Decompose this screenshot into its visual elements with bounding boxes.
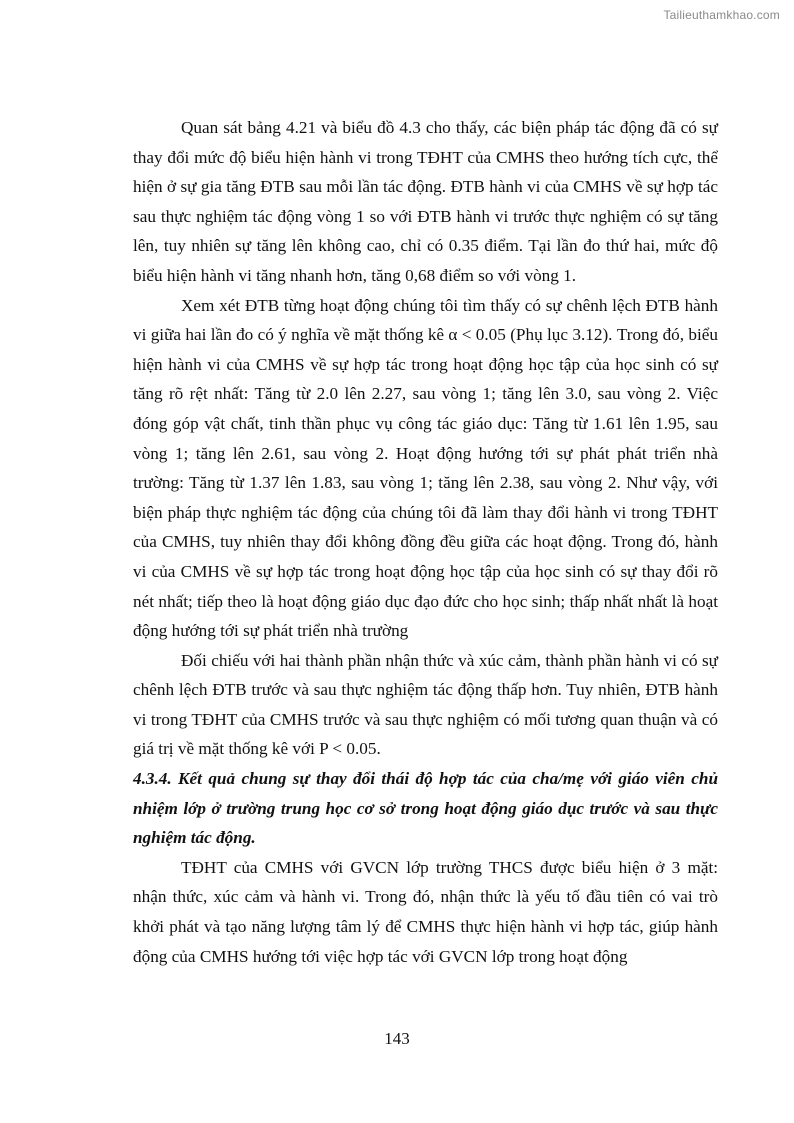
watermark: Tailieuthamkhao.com bbox=[663, 8, 780, 22]
section-heading-4-3-4: 4.3.4. Kết quả chung sự thay đổi thái độ hợp tác của cha/mẹ với giáo viên chủ nhiệm lớp ở trường trung học cơ sở trong hoạt động giáo dục trước và sau thực nghiệm tác động. bbox=[133, 769, 718, 848]
paragraph-comparison: Đối chiếu với hai thành phần nhận thức và xúc cảm, thành phần hành vi có sự chênh lệch ĐTB trước và sau thực nghiệm tác động thấp hơn. Tuy nhiên, ĐTB hành vi trong TĐHT của CMHS trước và sau thực nghiệm có mối tương quan thuận và có giá trị về mặt thống kê với P < 0.05. bbox=[133, 650, 718, 759]
paragraph-attitude-components: TĐHT của CMHS với GVCN lớp trường THCS được biểu hiện ở 3 mặt: nhận thức, xúc cảm và hành vi. Trong đó, nhận thức là yếu tố đầu tiên có vai trò khởi phát và tạo năng lượng tâm lý để CMHS thực hiện hành vi hợp tác, giúp hành động của CMHS hướng tới việc hợp tác với GVCN lớp trong hoạt động bbox=[133, 857, 718, 966]
paragraph-activity-analysis: Xem xét ĐTB từng hoạt động chúng tôi tìm thấy có sự chênh lệch ĐTB hành vi giữa hai lần đo có ý nghĩa về mặt thống kê α < 0.05 (Phụ lục 3.12). Trong đó, biểu hiện hành vi của CMHS về sự hợp tác trong hoạt động học tập của học sinh có sự tăng rõ rệt nhất: Tăng từ 2.0 lên 2.27, sau vòng 1; tăng lên 3.0, sau vòng 2. Việc đóng góp vật chất, tinh thần phục vụ công tác giáo dục: Tăng từ 1.61 lên 1.95, sau vòng 1; tăng lên 2.61, sau vòng 2. Hoạt động hướng tới sự phát phát triển nhà trường: Tăng từ 1.37 lên 1.83, sau vòng 1; tăng lên 2.38, sau vòng 2. Như vậy, với biện pháp thực nghiệm tác động của chúng tôi đã làm thay đổi hành vi trong TĐHT của CMHS, tuy nhiên thay đổi không đồng đều giữa các hoạt động. Trong đó, hành vi của CMHS về sự hợp tác trong hoạt động học tập của học sinh có sự thay đổi rõ nét nhất; tiếp theo là hoạt động giáo dục đạo đức cho học sinh; thấp nhất nhất là hoạt động hướng tới sự phát triển nhà trường bbox=[133, 295, 718, 641]
paragraph-behavior-overview: Quan sát bảng 4.21 và biểu đồ 4.3 cho thấy, các biện pháp tác động đã có sự thay đổi mức độ biểu hiện hành vi trong TĐHT của CMHS theo hướng tích cực, thể hiện ở sự gia tăng ĐTB sau mỗi lần tác động. ĐTB hành vi của CMHS về sự hợp tác sau thực nghiệm tác động vòng 1 so với ĐTB hành vi trước thực nghiệm có sự tăng lên, tuy nhiên sự tăng lên không cao, chỉ có 0.35 điểm. Tại lần đo thứ hai, mức độ biểu hiện hành vi tăng nhanh hơn, tăng 0,68 điểm so với vòng 1. bbox=[133, 118, 718, 285]
page-body bbox=[133, 113, 718, 971]
page-number: 143 bbox=[384, 1029, 410, 1048]
